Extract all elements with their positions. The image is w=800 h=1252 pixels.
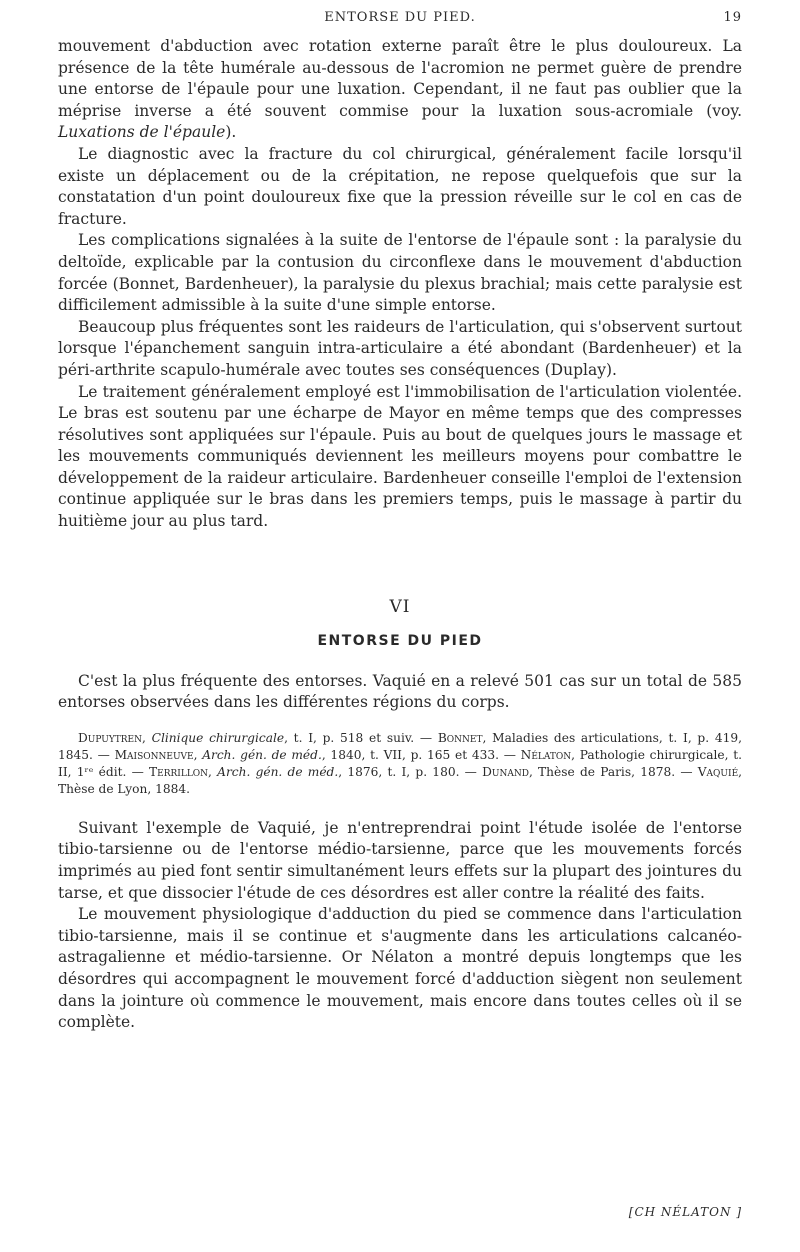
ref-author: Nélaton — [520, 747, 572, 762]
ref-author: Vaquié — [697, 764, 739, 779]
paragraph-1 — [58, 36, 742, 144]
ref-author: Maisonneuve — [114, 747, 194, 762]
ref-title: Arch. gén. de méd. — [217, 764, 339, 779]
paragraph-1-text: mouvement d'abduction avec rotation externe paraît être le plus douloureux. La présence de la tête humérale au-dessous de l'acromion ne permet guère de prendre une entorse de l'épaule pour une luxation. Cependant, il ne faut pas oublier que la méprise inverse a été souvent commise pour la luxation sous-acromiale (voy. — [58, 37, 742, 120]
printer-signature: [CH NÉLATON ] — [628, 1205, 742, 1219]
section-number: VI — [389, 596, 411, 617]
ref-author: Terrillon — [149, 764, 209, 779]
ref-sep: , — [193, 747, 203, 762]
running-title: ENTORSE DU PIED. — [324, 10, 476, 25]
running-head — [58, 10, 742, 36]
section-paragraph-1: C'est la plus fréquente des entorses. Vaquié en a relevé 501 cas sur un total de 585 entorses observées dans les différentes régions du corps. — [58, 671, 742, 712]
paragraph-2: Le diagnostic avec la fracture du col chirurgical, généralement facile lorsqu'il existe un déplacement ou de la crépitation, ne repose quelquefois que sur la constatation d'un point douloureux fixe que la pression réveille sur le col en cas de fracture. — [58, 144, 742, 228]
ref-detail: , 1840, t. VII, p. 165 et 433. — — [321, 747, 521, 762]
paragraph-5: Le traitement généralement employé est l'immobilisation de l'articulation violentée. Le bras est soutenu par une écharpe de Mayor en même temps que des compresses résolutives sont appliquées sur l'épaule. Puis au bout de quelques jours le massage et les mouvements communiqués deviennent les meilleurs moyens pour combattre le développement de la raideur articulaire. Bardenheuer conseille l'emploi de l'extension continue appliquée sur le bras dans les premiers temps, puis le massage à partir du huitième jour au plus tard. — [58, 382, 742, 531]
section-paragraph-2: Suivant l'exemple de Vaquié, je n'entreprendrai point l'étude isolée de l'entorse tibio-tarsienne ou de l'entorse médio-tarsienne, parce que les mouvements forcés imprimés au pied font sentir simultanément leurs effets sur la plupart des jointures du tarse, et que dissocier l'étude de ces désordres est aller contre la réalité des faits. — [58, 818, 742, 902]
ref-detail: , 1876, t. I, p. 180. — — [338, 764, 483, 779]
ref-author: Bonnet — [437, 730, 483, 745]
ref-detail: , Maladies des articulations, t. I, p. 419, 1845. — — [58, 730, 742, 762]
cross-reference: Luxations de l'épaule — [58, 123, 226, 142]
ref-detail: , Thèse de Lyon, 1884. — [58, 764, 743, 796]
page-number: 19 — [723, 10, 742, 25]
ref-detail: , t. I, p. 518 et suiv. — — [284, 730, 438, 745]
ref-title: Clinique chirurgicale — [151, 730, 285, 745]
section-title: ENTORSE DU PIED — [317, 632, 483, 649]
ref-sep: , — [208, 764, 218, 779]
section-paragraph-3: Le mouvement physiologique d'adduction du pied se commence dans l'articulation tibio-tarsienne, mais il se continue et s'augmente dans les articulations calcanéo-astragalienne et médio-tarsienne. Or Nélaton a montré depuis longtemps que les désordres qui accompagnent le mouvement forcé d'adduction siègent non seulement dans la jointure où commence le mouvement, mais encore dans toutes celles où il se complète. — [58, 905, 742, 1032]
ref-detail: , Thèse de Paris, 1878. — — [528, 764, 698, 779]
paragraph-3: Les complications signalées à la suite de l'entorse de l'épaule sont : la paralysie du deltoïde, explicable par la contusion du circonflexe dans le mouvement d'abduction forcée (Bonnet, Bardenheuer), la paralysie du plexus brachial; mais cette paralysie est difficilement admissible à la suite d'une simple entorse. — [58, 231, 742, 315]
ref-author: Dupuytren — [78, 730, 143, 745]
ref-title: Arch. gén. de méd. — [202, 747, 322, 762]
paragraph-1-end: ). — [225, 123, 237, 142]
paragraph-4: Beaucoup plus fréquentes sont les raideurs de l'articulation, qui s'observent surtout lorsque l'épanchement sanguin intra-articulaire a été abondant (Bardenheuer) et la péri-arthrite scapulo-humérale avec toutes ses conséquences (Duplay). — [58, 317, 742, 379]
bibliography — [58, 730, 742, 798]
ref-sep: , — [142, 730, 152, 745]
ref-detail: , Pathologie chirurgicale, t. II, 1ʳᵉ édit. — — [58, 747, 743, 779]
page — [58, 10, 742, 1034]
ref-author: Dunand — [482, 764, 529, 779]
